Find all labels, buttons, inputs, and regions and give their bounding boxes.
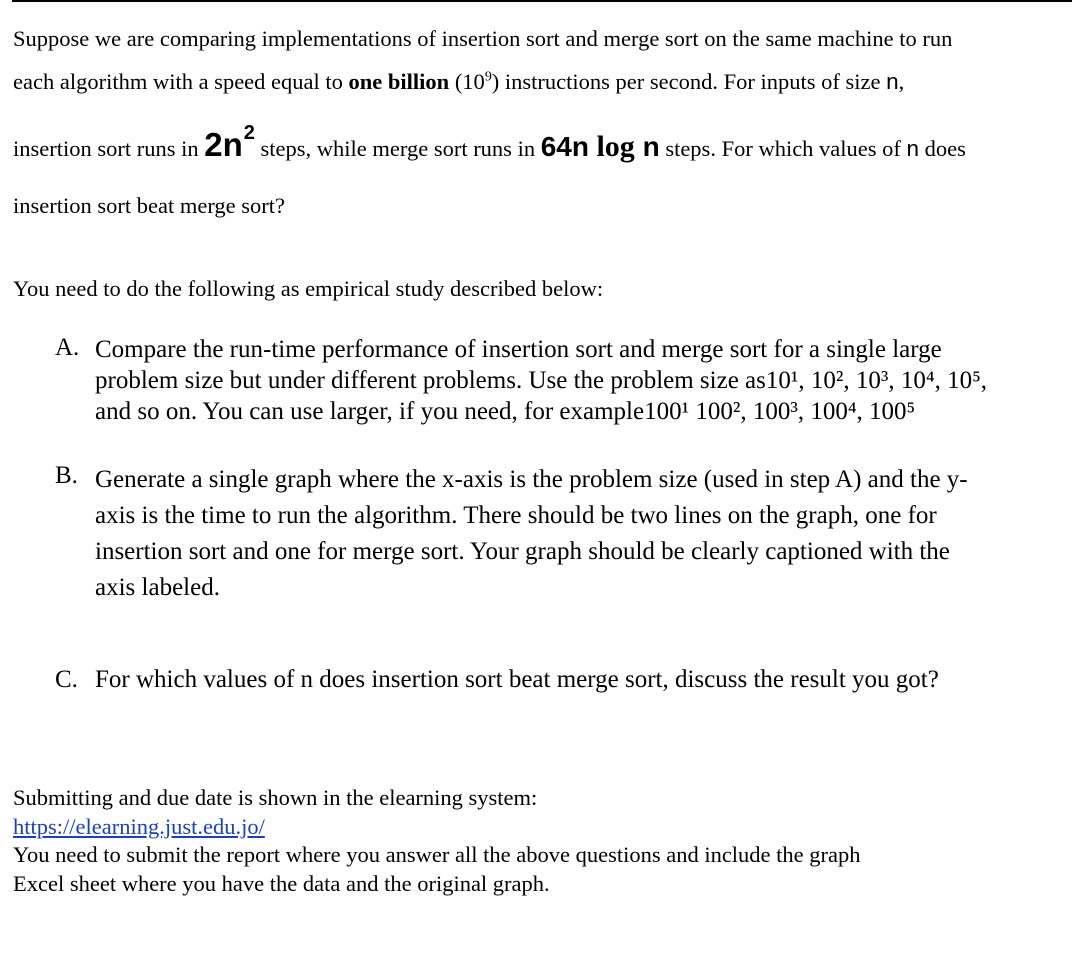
list-marker: A. [55,334,80,361]
list-item-text [95,334,1045,427]
text: steps. For which values of [659,136,907,161]
text-line: Generate a single graph where the x-axis is the problem size (used in step A) and the y- [95,466,968,493]
text-line: Compare the run-time performance of insertion sort and merge sort for a single large [95,336,942,363]
variable-n: n [906,136,920,161]
intro-line-2 [13,69,904,95]
intro-line-4: insertion sort beat merge sort? [13,193,286,218]
submission-info [13,784,861,898]
merge-steps-log: log [588,130,635,163]
text: , [898,69,905,94]
intro-line-3 [13,122,966,164]
list-marker: C. [55,666,78,693]
text-line: and so on. You can use larger, if you need, for example100¹ 100², 100³, 100⁴, 100⁵ [95,398,916,425]
exponent: 9 [484,69,492,85]
text-line: axis is the time to run the algorithm. There should be two lines on the graph, one for [95,502,937,529]
merge-steps-formula: 64n [540,131,589,162]
text: each algorithm with a speed equal to [13,69,349,94]
text: insertion sort runs in [13,136,205,161]
text: (10 [449,69,485,94]
text-line: For which values of n does insertion sort beat merge sort, discuss the result you got? [95,666,939,693]
text-line: insertion sort and one for merge sort. Your graph should be clearly captioned with the [95,538,950,565]
intro-line-1: Suppose we are comparing implementations of insertion sort and merge sort on the same machine to run [13,26,953,51]
list-item-text [95,666,1045,694]
text-line: problem size but under different problems. Use the problem size as10¹, 10², 10³, 10⁴, 10⁵, [95,367,988,394]
insertion-steps-formula: 2n [204,126,243,163]
formula-exponent: 2 [243,122,255,144]
submission-line: Excel sheet where you have the data and the original graph. [13,870,550,896]
instructions-heading: You need to do the following as empirical study described below: [13,276,604,301]
text: steps, while merge sort runs in [254,136,541,161]
submission-line: You need to submit the report where you answer all the above questions and include the graph [13,842,861,867]
merge-steps-n: n [634,131,660,162]
list-marker: B. [55,462,78,489]
text-line: axis labeled. [95,574,220,601]
list-item-text [95,462,1045,606]
variable-n: n [886,69,899,94]
submission-line: Submitting and due date is shown in the elearning system: [13,785,538,810]
bold-one-billion: one billion [348,69,450,94]
elearning-link[interactable]: https://elearning.just.edu.jo/ [13,813,265,839]
top-rule [12,0,1072,2]
text: ) instructions per second. For inputs of size [491,69,887,94]
text: does [919,136,966,161]
